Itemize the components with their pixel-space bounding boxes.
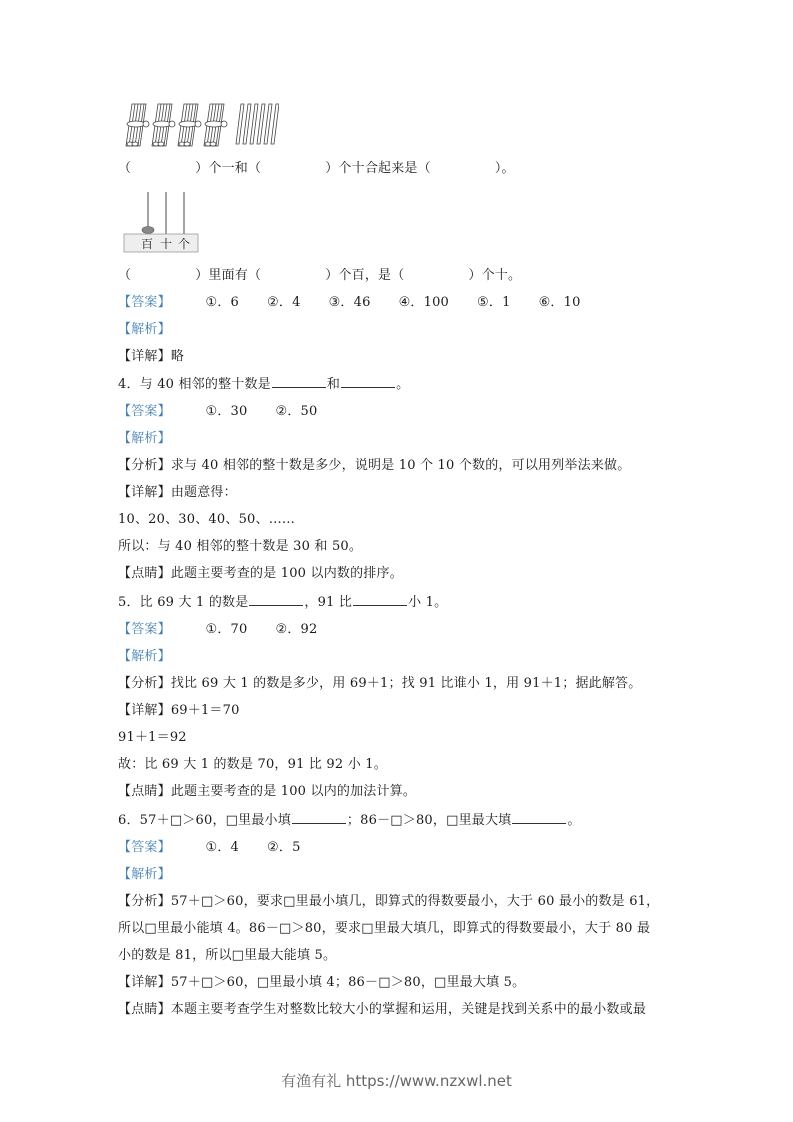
answer-item: ⑥．10 bbox=[538, 295, 581, 310]
text-segment: ）个百，是（ bbox=[325, 268, 405, 283]
q3-answer-row bbox=[118, 294, 609, 312]
fenxi-label: 【分析】 bbox=[118, 894, 171, 909]
question-text: 和 bbox=[326, 377, 341, 392]
answer-item: ①．70 bbox=[205, 622, 248, 637]
answer-blank-2[interactable] bbox=[341, 375, 395, 388]
answer-item: ②．5 bbox=[267, 840, 301, 855]
answer-item: ①．30 bbox=[205, 404, 248, 419]
q4-fenxi bbox=[118, 457, 630, 475]
answer-item: ②．4 bbox=[267, 295, 301, 310]
q4-detail-line2: 10、20、30、40、50、…… bbox=[118, 512, 296, 527]
detail-text: 由题意得： bbox=[170, 485, 237, 500]
q5-analysis-label: 【解析】 bbox=[118, 649, 171, 664]
q4-detail bbox=[118, 484, 237, 502]
question-text: 。 bbox=[567, 813, 581, 828]
text-segment: ）个一和（ bbox=[195, 161, 262, 176]
detail-text: 略 bbox=[170, 349, 185, 364]
q6-answer-row bbox=[118, 839, 329, 857]
rod-label-tens: 十 bbox=[160, 237, 173, 251]
answer-item: ②．92 bbox=[275, 622, 318, 637]
dianjing-text: 本题主要考查学生对整数比较大小的掌握和运用，关键是找到关系中的最小数或最 bbox=[170, 1002, 647, 1017]
answer-item: ④．100 bbox=[398, 295, 450, 310]
q4-detail-line3: 所以：与 40 相邻的整十数是 30 和 50。 bbox=[118, 539, 363, 554]
q4-analysis-label: 【解析】 bbox=[118, 431, 171, 446]
question-text: ，91 比 bbox=[304, 595, 353, 610]
text-segment: ）里面有（ bbox=[195, 268, 262, 283]
fenxi-text: 找比 69 大 1 的数是多少，用 69＋1；找 91 比谁小 1，用 91＋1；据此解答。 bbox=[170, 676, 642, 691]
q4-prompt bbox=[118, 375, 409, 394]
q3-detail bbox=[118, 348, 184, 366]
abacus-figure bbox=[122, 190, 202, 256]
question-text: ；86－□＞80，□里最大填 bbox=[346, 813, 512, 828]
fenxi-label: 【分析】 bbox=[118, 676, 171, 691]
dianjing-text: 此题主要考查的是 100 以内的加法计算。 bbox=[170, 784, 417, 799]
detail-text: 69＋1＝70 bbox=[170, 703, 240, 718]
q4-dianjing bbox=[118, 565, 403, 583]
answer-label: 【答案】 bbox=[118, 404, 171, 419]
sticks-bundles-figure bbox=[124, 100, 279, 148]
q5-fenxi bbox=[118, 675, 641, 693]
q6-detail bbox=[118, 974, 525, 992]
answer-label: 【答案】 bbox=[118, 840, 171, 855]
answer-blank-1[interactable] bbox=[292, 811, 346, 824]
q5-answer-row bbox=[118, 621, 346, 639]
answer-item: ③．46 bbox=[328, 295, 371, 310]
answer-blank-1[interactable] bbox=[249, 593, 303, 606]
fenxi-text: 求与 40 相邻的整十数是多少，说明是 10 个 10 个数的，可以用列举法来做。 bbox=[170, 458, 631, 473]
rod-label-hundreds: 百 bbox=[141, 237, 154, 251]
q6-fenxi-line3: 小的数是 81，所以□里最大能填 5。 bbox=[118, 948, 337, 963]
answer-blank-2[interactable] bbox=[512, 811, 566, 824]
text-segment: ）。 bbox=[494, 161, 515, 176]
q5-prompt bbox=[118, 593, 447, 612]
q4-answer-row bbox=[118, 403, 346, 421]
q5-detail-line3: 故：比 69 大 1 的数是 70，91 比 92 小 1。 bbox=[118, 757, 387, 772]
dianjing-label: 【点睛】 bbox=[118, 1002, 171, 1017]
dianjing-text: 此题主要考查的是 100 以内数的排序。 bbox=[170, 566, 403, 581]
detail-label: 【详解】 bbox=[118, 349, 171, 364]
answer-item: ①．6 bbox=[205, 295, 240, 310]
q5-detail-line2: 91＋1＝92 bbox=[118, 730, 187, 745]
q6-analysis-label: 【解析】 bbox=[118, 867, 171, 882]
q5-dianjing bbox=[118, 783, 416, 801]
q3-analysis-label: 【解析】 bbox=[118, 322, 171, 337]
answer-item: ②．50 bbox=[275, 404, 318, 419]
answer-blank-1[interactable] bbox=[272, 375, 326, 388]
answer-label: 【答案】 bbox=[118, 622, 171, 637]
q3-line2 bbox=[118, 267, 521, 285]
fenxi-label: 【分析】 bbox=[118, 458, 171, 473]
answer-blank-2[interactable] bbox=[353, 593, 407, 606]
q6-prompt bbox=[118, 811, 581, 830]
detail-text: 57＋□＞60，□里最小填 4；86－□＞80，□里最大填 5。 bbox=[170, 975, 526, 990]
dianjing-label: 【点睛】 bbox=[118, 566, 171, 581]
dianjing-label: 【点睛】 bbox=[118, 784, 171, 799]
paren-open: （ bbox=[118, 161, 132, 176]
question-text: 5．比 69 大 1 的数是 bbox=[118, 595, 249, 610]
question-text: 。 bbox=[396, 377, 410, 392]
answer-item: ⑤．1 bbox=[477, 295, 511, 310]
answer-label: 【答案】 bbox=[118, 295, 171, 310]
q5-detail bbox=[118, 702, 240, 720]
q3-line1 bbox=[118, 160, 515, 178]
detail-label: 【详解】 bbox=[118, 485, 171, 500]
text-segment: ）个十。 bbox=[468, 268, 522, 283]
question-text: 小 1。 bbox=[408, 595, 448, 610]
rod-label-ones: 个 bbox=[178, 237, 191, 251]
q6-fenxi-line2: 所以□里最小能填 4。86－□＞80，要求□里最大填几，即算式的得数要最小，大于 80 最 bbox=[118, 921, 651, 936]
answer-item: ①．4 bbox=[205, 840, 240, 855]
detail-label: 【详解】 bbox=[118, 975, 171, 990]
text-segment: ）个十合起来是（ bbox=[325, 161, 431, 176]
q6-dianjing bbox=[118, 1001, 646, 1019]
detail-label: 【详解】 bbox=[118, 703, 171, 718]
fenxi-text: 57＋□＞60，要求□里最小填几，即算式的得数要最小，大于 60 最小的数是 61， bbox=[170, 894, 660, 909]
question-text: 6．57＋□＞60，□里最小填 bbox=[118, 813, 291, 828]
footer-watermark: 有渔有礼 https://www.nzxwl.net bbox=[281, 1072, 512, 1090]
paren-open: （ bbox=[118, 268, 132, 283]
q6-fenxi bbox=[118, 893, 659, 911]
question-text: 4．与 40 相邻的整十数是 bbox=[118, 377, 271, 392]
